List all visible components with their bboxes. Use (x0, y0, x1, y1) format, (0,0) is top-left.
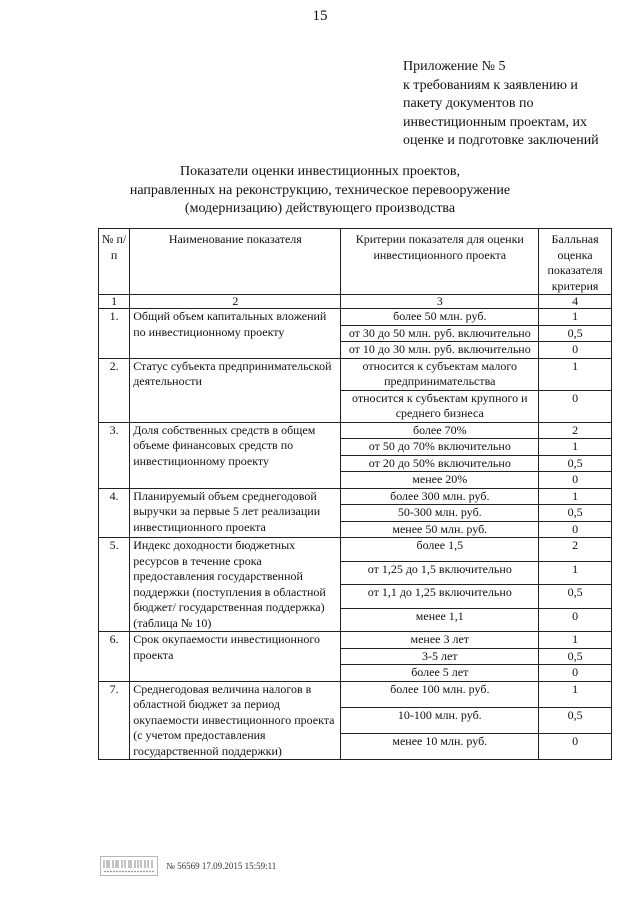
criterion-score: 2 (539, 422, 612, 439)
row-number: 6. (99, 632, 130, 682)
appendix-line: к требованиям к заявлению и (403, 77, 578, 93)
criterion-score: 0 (539, 521, 612, 538)
criterion-text: более 70% (341, 422, 539, 439)
header-score: Балльная оценка показателя критерия (539, 229, 612, 295)
criterion-text: от 30 до 50 млн. руб. включительно (341, 325, 539, 342)
indicator-name: Статус субъекта предпринимательской деятельности (130, 358, 341, 422)
column-index: 1 (99, 295, 130, 309)
criterion-text: более 100 млн. руб. (341, 681, 539, 707)
appendix-line: пакету документов по (403, 96, 534, 111)
criterion-text: от 1,25 до 1,5 включительно (341, 561, 539, 585)
criterion-text: от 20 до 50% включительно (341, 455, 539, 472)
criterion-score: 1 (539, 439, 612, 456)
criterion-text: более 1,5 (341, 538, 539, 562)
title-line: (модернизацию) действующего производства (184, 201, 456, 216)
indicator-name: Среднегодовая величина налогов в областной бюджет за период окупаемости инвестиционного проекта (с учетом предоставления государственной поддержки) (130, 681, 341, 760)
indicators-table (98, 228, 612, 760)
page-number: 15 (312, 8, 328, 24)
indicator-name: Срок окупаемости инвестиционного проекта (130, 632, 341, 682)
document-title (0, 163, 640, 219)
criterion-text: менее 50 млн. руб. (341, 521, 539, 538)
criterion-text: менее 10 млн. руб. (341, 733, 539, 759)
header-row (99, 229, 612, 295)
criterion-score: 0 (539, 733, 612, 759)
title-line: направленных на реконструкцию, техническое перевооружение (129, 182, 511, 198)
criterion-text: 3-5 лет (341, 648, 539, 665)
title-line: Показатели оценки инвестиционных проектов, (180, 164, 460, 179)
criterion-score: 1 (539, 681, 612, 707)
criterion-text: от 1,1 до 1,25 включительно (341, 585, 539, 609)
criterion-score: 1 (539, 358, 612, 390)
indicator-name: Индекс доходности бюджетных ресурсов в течение срока предоставления государственной поддержки (поступления в областной бюджет/ государственная поддержка) (таблица № 10) (130, 538, 341, 632)
criterion-score: 0,5 (539, 707, 612, 733)
criterion-score: 0 (539, 342, 612, 359)
criterion-text: менее 3 лет (341, 632, 539, 649)
appendix-line: Приложение № 5 (403, 59, 506, 74)
criterion-score: 1 (539, 309, 612, 326)
criterion-text: от 50 до 70% включительно (341, 439, 539, 456)
appendix-line: инвестиционным проектам, их (403, 114, 587, 130)
row-number: 3. (99, 422, 130, 488)
criterion-text: относится к субъектам малого предпринимательства (341, 358, 539, 390)
row-number: 5. (99, 538, 130, 632)
column-index: 2 (130, 295, 341, 309)
criterion-text: 10-100 млн. руб. (341, 707, 539, 733)
criterion-text: 50-300 млн. руб. (341, 505, 539, 522)
appendix-block (403, 58, 599, 151)
criterion-text: менее 1,1 (341, 608, 539, 632)
header-num: № п/п (99, 229, 130, 295)
header-name: Наименование показателя (130, 229, 341, 295)
criterion-text: более 50 млн. руб. (341, 309, 539, 326)
table-row (99, 538, 612, 562)
criterion-text: от 10 до 30 млн. руб. включительно (341, 342, 539, 359)
column-index-row (99, 295, 612, 309)
criterion-score: 0,5 (539, 585, 612, 609)
barcode-stamp-icon (100, 856, 158, 876)
column-index: 4 (539, 295, 612, 309)
criterion-score: 0 (539, 472, 612, 489)
indicator-name: Доля собственных средств в общем объеме финансовых средств по инвестиционному проекту (130, 422, 341, 488)
registration-number: № 56569 17.09.2015 15:59:11 (166, 861, 277, 871)
table-row (99, 632, 612, 649)
criterion-score: 2 (539, 538, 612, 562)
criterion-score: 0,5 (539, 455, 612, 472)
row-number: 2. (99, 358, 130, 422)
indicator-name: Планируемый объем среднегодовой выручки за первые 5 лет реализации инвестиционного проекта (130, 488, 341, 538)
criterion-score: 0,5 (539, 648, 612, 665)
criterion-score: 0 (539, 390, 612, 422)
criterion-score: 1 (539, 561, 612, 585)
criterion-score: 0,5 (539, 325, 612, 342)
row-number: 7. (99, 681, 130, 760)
registration-footer (100, 856, 276, 876)
criterion-text: менее 20% (341, 472, 539, 489)
table-row (99, 309, 612, 326)
criterion-text: относится к субъектам крупного и среднего бизнеса (341, 390, 539, 422)
row-number: 4. (99, 488, 130, 538)
criterion-text: более 300 млн. руб. (341, 488, 539, 505)
header-criteria: Критерии показателя для оценки инвестиционного проекта (341, 229, 539, 295)
row-number: 1. (99, 309, 130, 359)
table-row (99, 422, 612, 439)
criterion-score: 0 (539, 608, 612, 632)
indicator-name: Общий объем капитальных вложений по инвестиционному проекту (130, 309, 341, 359)
appendix-line: оценке и подготовке заключений (403, 133, 599, 148)
table-row (99, 488, 612, 505)
criterion-score: 0 (539, 665, 612, 682)
table-row (99, 681, 612, 707)
table-row (99, 358, 612, 390)
column-index: 3 (341, 295, 539, 309)
criterion-score: 1 (539, 632, 612, 649)
criterion-text: более 5 лет (341, 665, 539, 682)
criterion-score: 1 (539, 488, 612, 505)
criterion-score: 0,5 (539, 505, 612, 522)
